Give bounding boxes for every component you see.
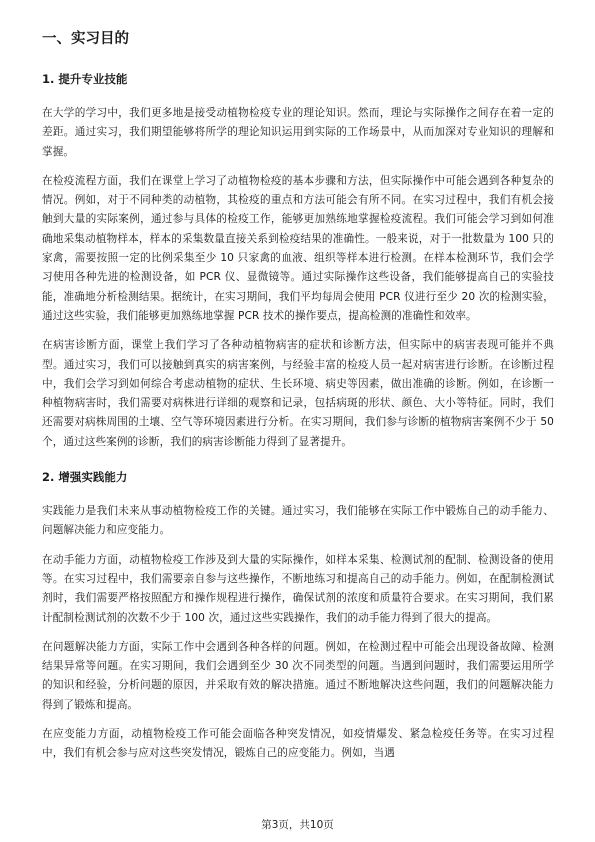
page-number: 第3页，共10页 (261, 819, 334, 831)
paragraph: 在动手能力方面，动植物检疫工作涉及到大量的实际操作，如样本采集、检测试剂的配制、检测设备的使用等。在实习过程中，我们需要亲自参与这些操作，不断地练习和提高自己的动手能力。例如，在配制检测试剂时，我们需要严格按照配方和操作规程进行操作，确保试剂的浓度和质量符合要求。在实习期间，我们累计配制检测试剂的次数不少于 100 次，通过这些实践操作，我们的动手能力得到了很大的提高。 (42, 553, 554, 624)
paragraph: 在病害诊断方面，课堂上我们学习了各种动植物病害的症状和诊断方法，但实际中的病害表现可能并不典型。通过实习，我们可以接触到真实的病害案例，与经验丰富的检疫人员一起对病害进行诊断。在诊断过程中，我们会学习到如何综合考虑动植物的症状、生长环境、病史等因素，做出准确的诊断。例如，在诊断一种植物病害时，我们需要对病株进行详细的观察和记录，包括病斑的形状、颜色、大小等特征。同时，我们还需要对病株周围的土壤、空气等环境因素进行分析。在实习期间，我们参与诊断的植物病害案例不少于 50 个，通过这些案例的诊断，我们的病害诊断能力得到了显著提升。 (42, 339, 554, 448)
page-content (42, 28, 554, 774)
paragraph: 实践能力是我们未来从事动植物检疫工作的关键。通过实习，我们能够在实际工作中锻炼自己的动手能力、问题解决能力和应变能力。 (42, 505, 554, 537)
paragraph: 在检疫流程方面，我们在课堂上学习了动植物检疫的基本步骤和方法，但实际操作中可能会遇到各种复杂的情况。例如，对于不同种类的动植物，其检疫的重点和方法可能会有所不同。在实习过程中，我们有机会接触到大量的实际案例，通过参与具体的检疫工作，能够更加熟练地掌握检疫流程。我们可能会学习到如何准确地采集动植物样本，样本的采集数量直接关系到检疫结果的准确性。一般来说，对于一批数量为 100 只的家禽，需要按照一定的比例采集至少 10 只家禽的血液、组织等样本进行检测。在样本检测环节，我们会学习使用各种先进的检测设备，如 PCR 仪、显微镜等。通过实际操作这些设备，我们能够提高自己的实验技能，准确地分析检测结果。据统计，在实习期间，我们平均每周会使用 PCR 仪进行至少 20 次的检测实验，通过这些实验，我们能够更加熟练地掌握 PCR 技术的操作要点，提高检测的准确性和效率。 (42, 174, 554, 322)
paragraph: 在问题解决能力方面，实际工作中会遇到各种各样的问题。例如，在检测过程中可能会出现设备故障、检测结果异常等问题。在实习期间，我们会遇到至少 30 次不同类型的问题。当遇到问题时，我们需要运用所学的知识和经验，分析问题的原因，并采取有效的解决措施。通过不断地解决这些问题，我们的问题解决能力得到了锻炼和提高。 (42, 640, 554, 711)
subsection-heading-1: 1. 提升专业技能 (42, 72, 128, 86)
subsection-heading-2: 2. 增强实践能力 (42, 470, 128, 485)
section-heading: 一、实习目的 (42, 31, 129, 47)
paragraph: 在大学的学习中，我们更多地是接受动植物检疫专业的理论知识。然而，理论与实际操作之间存在着一定的差距。通过实习，我们期望能够将所学的理论知识运用到实际的工作场景中，从而加深对专业知识的理解和掌握。 (42, 107, 554, 158)
paragraph: 在应变能力方面，动植物检疫工作可能会面临各种突发情况，如疫情爆发、紧急检疫任务等。在实习过程中，我们有机会参与应对这些突发情况，锻炼自己的应变能力。例如，当遇 (42, 728, 554, 760)
